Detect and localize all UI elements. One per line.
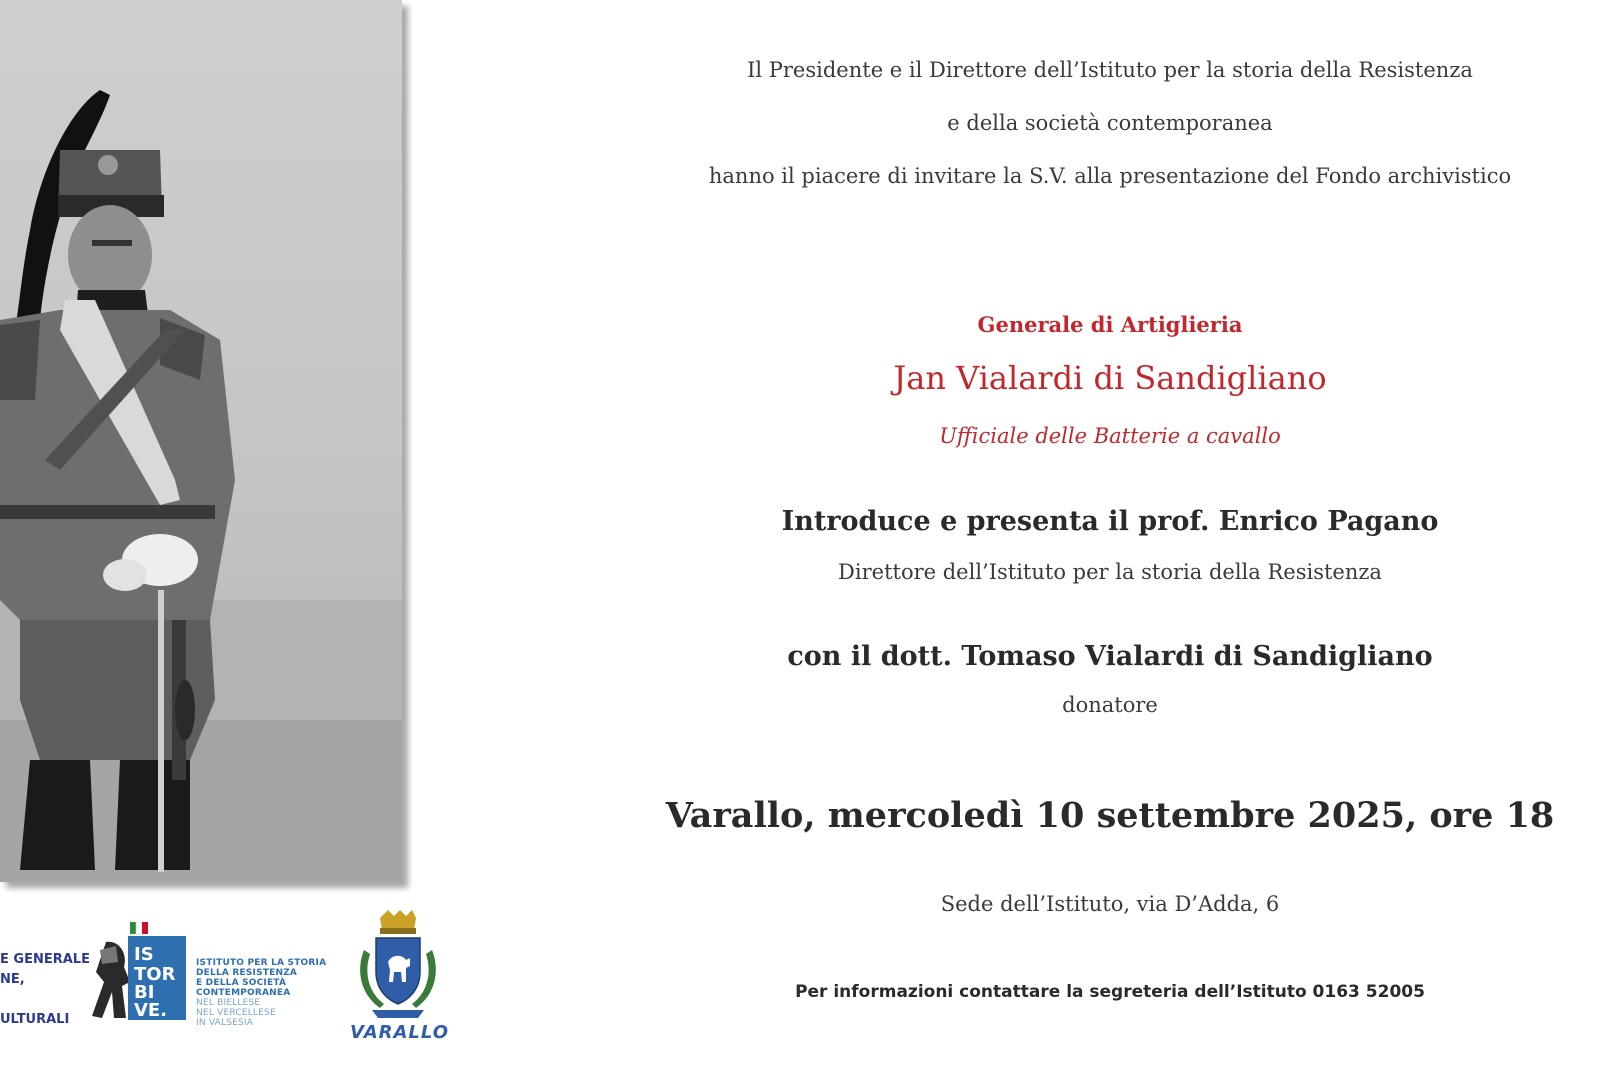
speaker-1-role: Direttore dell’Istituto per la storia della Resistenza (838, 560, 1382, 584)
honoree-rank: Generale di Artiglieria (977, 312, 1243, 337)
ministry-logo-line-4: ULTURALI (0, 1012, 70, 1027)
istorbive-caption-line: NEL BIELLESE (196, 998, 261, 1008)
ministry-logo-text (0, 950, 95, 1030)
speaker-2-role: donatore (1062, 693, 1158, 717)
honoree-role: Ufficiale delle Batterie a cavallo (939, 424, 1281, 448)
istorbive-caption-line: DELLA RESISTENZA (196, 968, 298, 978)
ministry-logo-line-2: NE, (0, 972, 25, 987)
istorbive-caption-line: E DELLA SOCIETÀ (196, 978, 287, 988)
istorbive-letters-3: BI (134, 982, 155, 1003)
varallo-logo-name: VARALLO (350, 1022, 450, 1043)
intro-line-3: hanno il piacere di invitare la S.V. alla presentazione del Fondo archivistico (708, 164, 1512, 188)
ministry-logo-line-1: E GENERALE (0, 952, 90, 967)
istorbive-caption-line: NEL VERCELLESE (196, 1008, 276, 1018)
event-date: Varallo, mercoledì 10 settembre 2025, ore 18 (665, 795, 1555, 836)
istorbive-letters-1: IS (134, 944, 154, 965)
event-venue: Sede dell’Istituto, via D’Adda, 6 (940, 892, 1280, 916)
varallo-coat-of-arms-icon (352, 910, 444, 1020)
speaker-1: Introduce e presenta il prof. Enrico Pagano (781, 506, 1439, 537)
istorbive-letters-4: VE. (134, 1000, 168, 1021)
intro-line-1: Il Presidente e il Direttore dell’Istituto per la storia della Resistenza (747, 58, 1473, 82)
istorbive-caption-line: ISTITUTO PER LA STORIA (196, 958, 327, 968)
officer-photo (0, 0, 402, 882)
speaker-2: con il dott. Tomaso Vialardi di Sandigliano (787, 641, 1433, 672)
istorbive-caption (196, 958, 346, 1028)
ministry-logo-line-3 (0, 990, 95, 1010)
intro-line-2: e della società contemporanea (947, 111, 1273, 135)
istorbive-caption-line: CONTEMPORANEA (196, 988, 291, 998)
istorbive-logo (88, 922, 188, 1022)
contact-info: Per informazioni contattare la segreteria dell’Istituto 0163 52005 (795, 982, 1425, 1002)
istorbive-caption-line: IN VALSESIA (196, 1018, 254, 1028)
istorbive-letters-2: TOR (134, 964, 176, 985)
honoree-name: Jan Vialardi di Sandigliano (893, 359, 1327, 397)
officer-figure (0, 0, 402, 882)
